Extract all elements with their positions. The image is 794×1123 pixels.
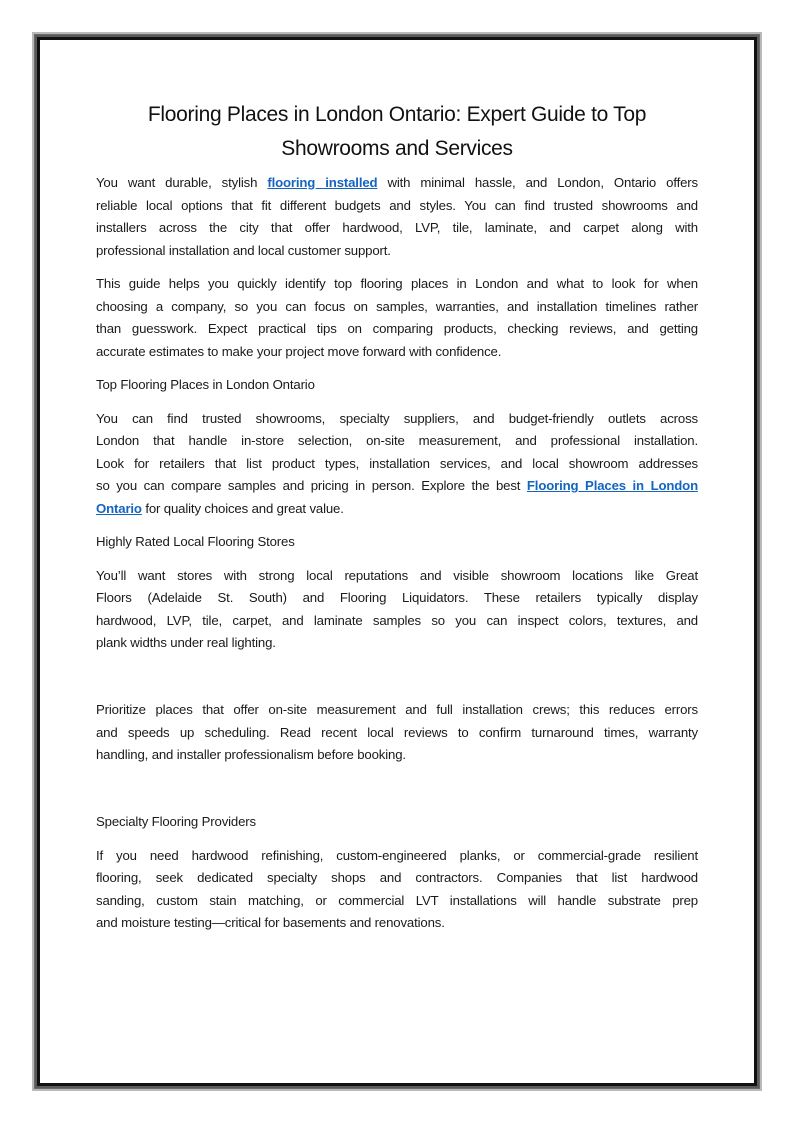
paragraph-line: choosing a company, so you can focus on samples, warranties, and installation timelines rather: [96, 298, 698, 314]
paragraph-line: [96, 475, 698, 498]
section-heading-top-places: Top Flooring Places in London Ontario: [96, 377, 315, 392]
paragraph-line: London that handle in-store selection, on-site measurement, and professional installation.: [96, 433, 698, 448]
paragraph-line: [96, 172, 698, 195]
flooring-installed-link[interactable]: flooring installed: [267, 175, 378, 190]
guide-paragraph: [96, 273, 698, 363]
title-line: Showrooms and Services: [281, 137, 513, 160]
paragraph-line: and speeds up scheduling. Read recent local reviews to confirm turnaround times, warranty: [96, 724, 698, 740]
paragraph-line: Prioritize places that offer on-site measurement and full installation crews; this reduces errors: [96, 702, 698, 717]
top-places-paragraph: [96, 408, 698, 521]
paragraph-line: accurate estimates to make your project move forward with confidence.: [96, 343, 502, 359]
paragraph-line: plank widths under real lighting.: [96, 635, 276, 650]
paragraph-line: professional installation and local customer support.: [96, 242, 391, 258]
intro-paragraph: [96, 172, 698, 262]
prioritize-paragraph: [96, 699, 698, 767]
paragraph-line: Floors (Adelaide St. South) and Flooring Liquidators. These retailers typically display: [96, 590, 698, 605]
blank-line: [96, 666, 698, 700]
paragraph-line: hardwood, LVP, tile, carpet, and laminate samples so you can inspect colors, textures, and: [96, 612, 698, 628]
paragraph-line: than guesswork. Expect practical tips on comparing products, checking reviews, and getting: [96, 321, 698, 336]
paragraph-line: and moisture testing—critical for basements and renovations.: [96, 915, 445, 930]
paragraph-line: reliable local options that fit different budgets and styles. You can find trusted showrooms and: [96, 197, 698, 213]
paragraph-line: [96, 498, 698, 521]
document-body: [96, 98, 698, 946]
highly-rated-paragraph: [96, 565, 698, 655]
line-text: with minimal hassle, and London, Ontario offers: [377, 175, 698, 190]
specialty-paragraph: [96, 845, 698, 935]
section-heading-specialty: Specialty Flooring Providers: [96, 814, 256, 829]
blank-line: [96, 778, 698, 812]
paragraph-line: This guide helps you quickly identify top flooring places in London and what to look for when: [96, 276, 698, 291]
paragraph-line: sanding, custom stain matching, or commercial LVT installations will handle substrate prep: [96, 892, 698, 908]
line-text: so you can compare samples and pricing in person. Explore the best: [96, 478, 527, 493]
paragraph-line: handling, and installer professionalism before booking.: [96, 747, 406, 762]
paragraph-line: If you need hardwood refinishing, custom-engineered planks, or commercial-grade resilient: [96, 847, 698, 863]
paragraph-line: You’ll want stores with strong local reputations and visible showroom locations like Great: [96, 567, 698, 583]
paragraph-line: installers across the city that offer hardwood, LVP, tile, laminate, and carpet along with: [96, 220, 698, 235]
paragraph-line: Look for retailers that list product types, installation services, and local showroom addresses: [96, 455, 698, 471]
section-heading-highly-rated: Highly Rated Local Flooring Stores: [96, 534, 295, 549]
line-text: You want durable, stylish: [96, 175, 268, 190]
flooring-places-link-continued[interactable]: Ontario: [96, 500, 142, 516]
paragraph-line: You can find trusted showrooms, specialty suppliers, and budget-friendly outlets across: [96, 410, 698, 426]
flooring-places-link[interactable]: Flooring Places in London: [526, 478, 698, 493]
line-text: for quality choices and great value.: [141, 500, 344, 516]
title-line: Flooring Places in London Ontario: Expert Guide to Top: [147, 103, 647, 126]
document-title: [96, 98, 698, 166]
paragraph-line: flooring, seek dedicated specialty shops and contractors. Companies that list hardwood: [96, 870, 698, 885]
